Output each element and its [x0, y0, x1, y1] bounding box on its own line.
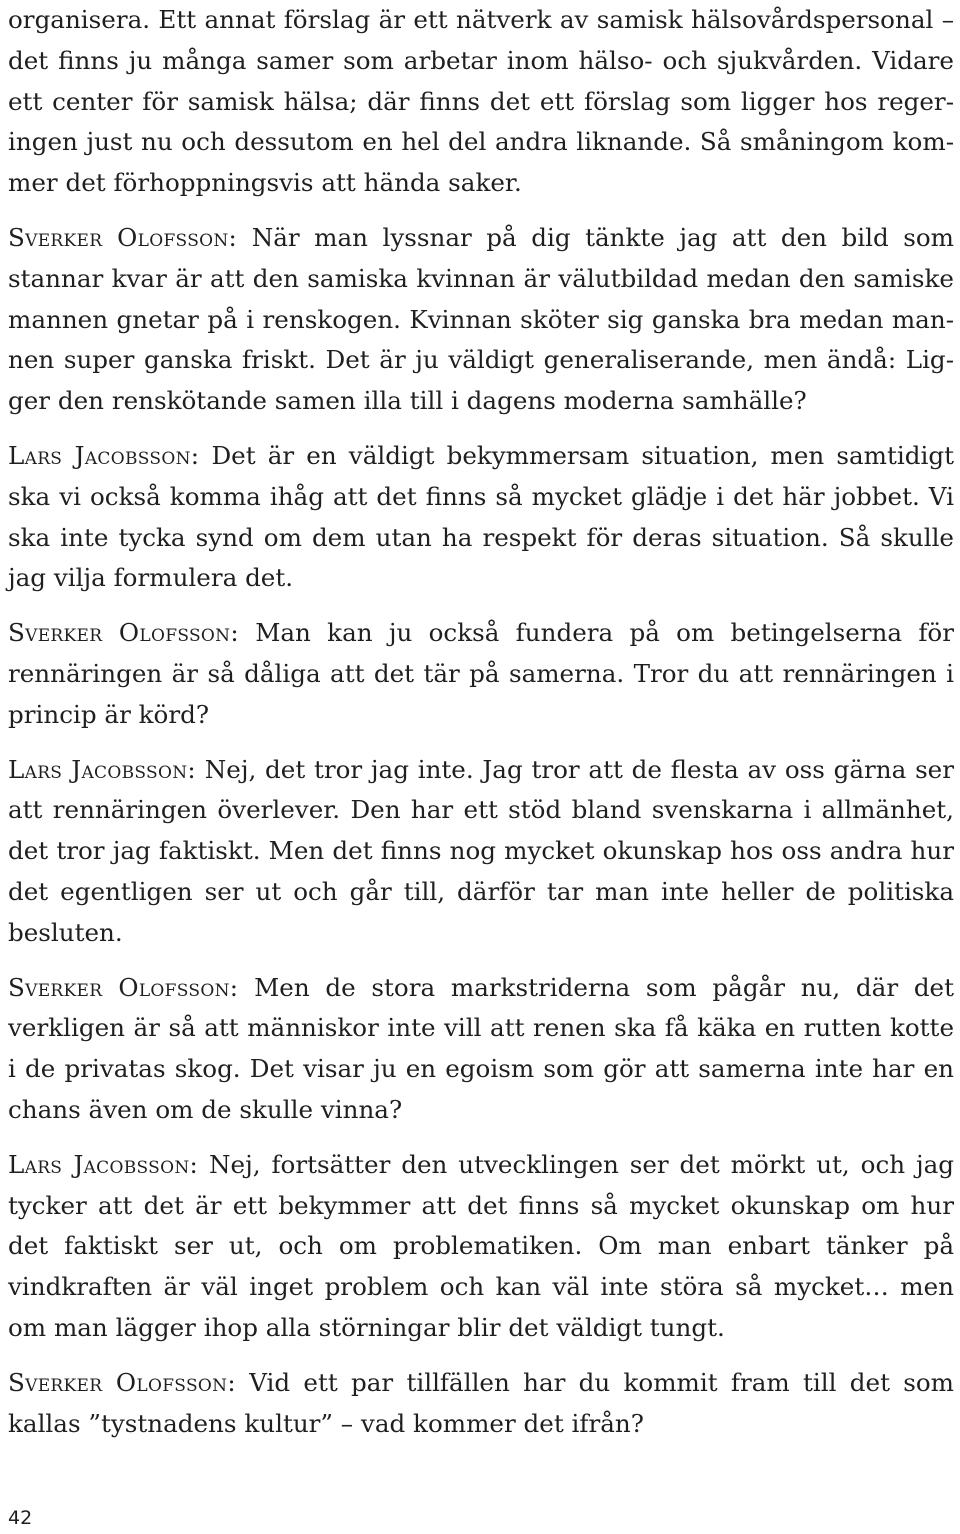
paragraph: [8, 1363, 954, 1445]
page-number: 42: [8, 1507, 33, 1529]
paragraph-text: När man lyssnar på dig tänkte jag att den bild som stannar kvar är att den samiska kvinnan är välutbildad medan den samiske mannen gnetar på i renskogen. Kvinnan sköter sig ganska bra medan mannen super ganska friskt. Det är ju väldigt generaliserande, men ändå: Ligger den renskötande samen illa till i dagens moderna samhälle?: [8, 222, 955, 416]
paragraph-text: Vid ett par tillfällen har du kommit fram till det som kallas ”tystnadens kultur” – vad kommer det ifrån?: [8, 1367, 954, 1438]
paragraph: [8, 1145, 954, 1349]
speaker-name: Sverker Olofsson:: [8, 618, 239, 648]
paragraph-text: Nej, fortsätter den utvecklingen ser det mörkt ut, och jag tycker att det är ett bekymmer att det finns så mycket okunskap om hur det faktiskt ser ut, och om problematiken. Om man enbart tänker på vindkraften är väl inget problem och kan väl inte störa så mycket… men om man lägger ihop alla störningar blir det väldigt tungt.: [8, 1149, 954, 1342]
paragraph: [8, 750, 954, 954]
paragraph-text: Man kan ju också fundera på om betingelserna för rennäringen är så dåliga att det tär på samerna. Tror du att rennäringen i princip är körd?: [8, 618, 954, 729]
speaker-name: Lars Jacobsson:: [8, 1149, 199, 1179]
paragraph: [8, 436, 954, 599]
paragraph-text: Nej, det tror jag inte. Jag tror att de flesta av oss gärna ser att rennäringen överlever. Den har ett stöd bland svenskarna i allmänhet, det tror jag faktiskt. Men det finns nog mycket okunskap hos oss andra hur det egentligen ser ut och går till, därför tar man inte heller de politiska besluten.: [8, 754, 954, 947]
speaker-name: Sverker Olofsson:: [8, 222, 238, 252]
paragraph: [8, 613, 954, 735]
paragraph: [8, 218, 954, 422]
speaker-name: Sverker Olofsson:: [8, 972, 239, 1002]
paragraph: [8, 968, 954, 1131]
speaker-name: Sverker Olofsson:: [8, 1367, 236, 1397]
paragraph-text: Men de stora markstriderna som pågår nu, där det verkligen är så att människor inte vill att renen ska få käka en rutten kotte i de privatas skog. Det visar ju en egoism som gör att samerna inte har en chans även om de skulle vinna?: [8, 972, 954, 1124]
paragraph: [8, 0, 954, 204]
speaker-name: Lars Jacobsson:: [8, 754, 196, 784]
document-page: [8, 0, 954, 1444]
paragraph-text: organisera. Ett annat förslag är ett nätverk av samisk hälsovårdspersonal – det finns ju många samer som arbetar inom hälso- och sjukvården. Vidare ett center för samisk hälsa; där finns det ett förslag som ligger hos regeringen just nu och dessutom en hel del andra liknande. Så småningom kommer det förhoppningsvis att hända saker.: [8, 5, 954, 198]
speaker-name: Lars Jacobsson:: [8, 440, 200, 470]
paragraph-text: Det är en väldigt bekymmersam situation, men samtidigt ska vi också komma ihåg att det finns så mycket glädje i det här jobbet. Vi ska inte tycka synd om dem utan ha respekt för deras situation. Så skulle jag vilja formulera det.: [8, 440, 954, 593]
